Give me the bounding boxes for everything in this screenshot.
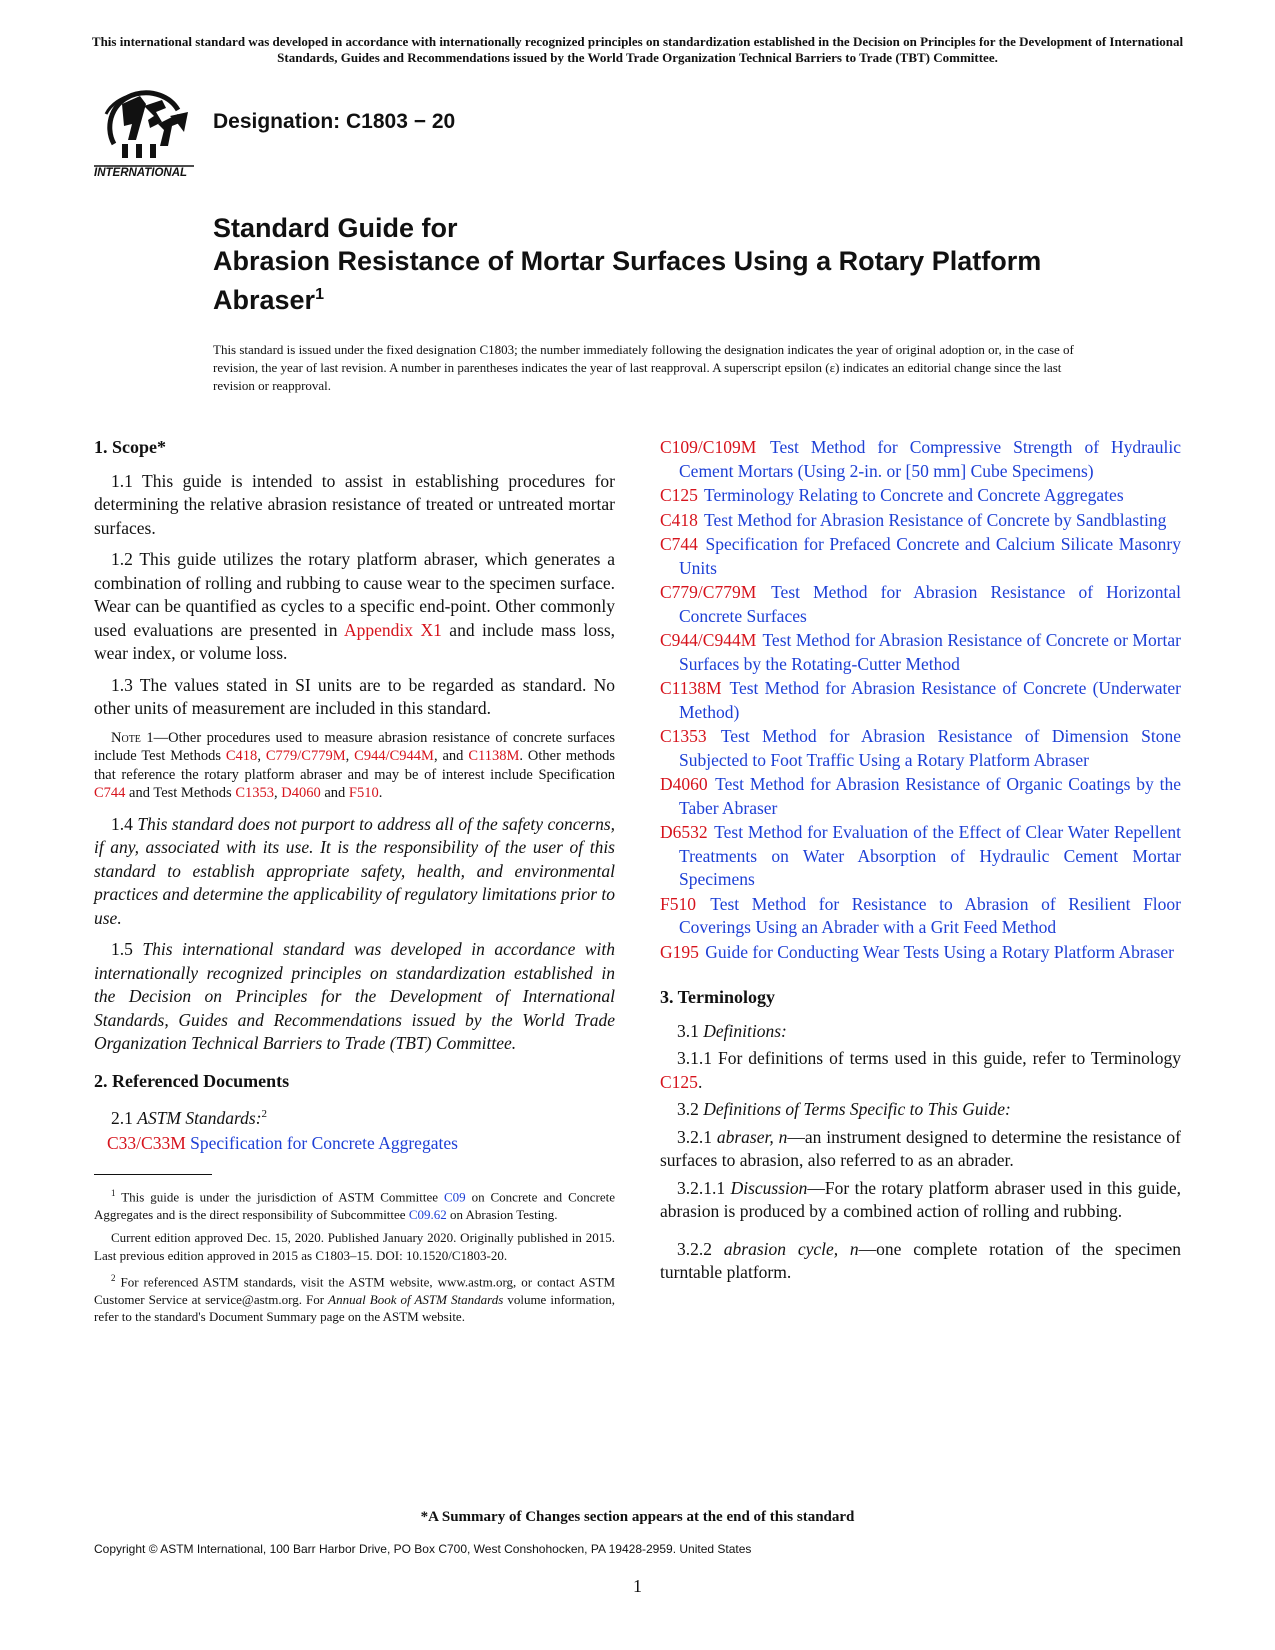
right-column [660, 436, 1181, 1293]
reference-item[interactable] [660, 773, 1181, 820]
para-1-2 [94, 548, 615, 666]
reference-title[interactable]: Test Method for Abrasion Resistance of Concrete by Sandblasting [704, 509, 1167, 530]
para-number: 3.2.2 [677, 1238, 724, 1259]
committee-c09-link[interactable]: C09 [443, 1189, 466, 1205]
reference-code[interactable]: C1353 [660, 726, 707, 746]
definition: —one complete rotation of the specimen turntable platform. [660, 1238, 1181, 1282]
para-number: 1.5 [111, 939, 143, 959]
page-number: 1 [633, 1576, 642, 1596]
para-number: 3.2.1.1 [677, 1177, 731, 1198]
reference-code[interactable]: C744 [660, 534, 698, 554]
reference-title[interactable]: Terminology Relating to Concrete and Concrete Aggregates [704, 485, 1124, 505]
para-number: 3.2.1 [677, 1126, 717, 1147]
reference-item[interactable] [660, 893, 1181, 940]
reference-item[interactable] [660, 484, 1181, 508]
note-text: 1—Other procedures used to measure abrasion resistance of concrete surfaces include Test Methods [94, 729, 615, 764]
reference-item[interactable] [660, 725, 1181, 772]
note-label: Note [111, 729, 141, 746]
footnote-mark: 1 [111, 1187, 116, 1198]
reference-title[interactable]: Specification for Prefaced Concrete and Calcium Silicate Masonry Units [679, 534, 1181, 578]
footnote-edition: Current edition approved Dec. 15, 2020. Published January 2020. Originally published in 2015. Last previous edition approved in 2015 as C1803–15. DOI: 10.1520/C1803-20. [94, 1230, 615, 1263]
reference-title[interactable]: Test Method for Abrasion Resistance of Concrete (Underwater Method) [679, 678, 1181, 722]
para-1-4-text: This standard does not purport to address all of the safety concerns, if any, associated with its use. It is the responsibility of the user of this standard to establish appropriate safety, health, and environmental practices and determine the applicability of regulatory limitations prior to use. [94, 813, 616, 928]
term: Discussion [730, 1177, 808, 1198]
reference-code[interactable]: C1138M [660, 678, 722, 698]
note-link-f510[interactable]: F510 [348, 785, 379, 801]
note-sep: , and [433, 748, 469, 764]
astm-logo [92, 84, 196, 180]
note-link-c1138m[interactable]: C1138M [468, 748, 520, 764]
reference-item[interactable] [660, 581, 1181, 628]
section-scope-heading: 1. Scope* [94, 437, 166, 457]
footnote-text: on Abrasion Testing. [446, 1206, 558, 1222]
issuance-statement: This standard is issued under the fixed designation C1803; the number immediately following the designation indicates the year of original adoption or, in the case of revision, the year of last revision. A number in parentheses indicates the year of last reapproval. A superscript epsilon (ε) indicates an editorial change since the last revision or reapproval. [213, 342, 1074, 393]
note-link-d4060[interactable]: D4060 [281, 785, 321, 801]
terminology-c125-link[interactable]: C125 [660, 1071, 698, 1092]
note-end: . [378, 785, 383, 801]
para-number: 2.1 [111, 1107, 138, 1128]
logo-text: INTERNATIONAL [94, 167, 188, 179]
reference-code[interactable]: G195 [660, 941, 699, 962]
para-1-5 [94, 938, 615, 1056]
term: abraser, n [716, 1126, 788, 1147]
section-referenced-documents-heading: 2. Referenced Documents [94, 1070, 290, 1091]
reference-code[interactable]: D4060 [660, 774, 708, 794]
designation: Designation: C1803 − 20 [213, 110, 456, 133]
reference-list [660, 436, 1181, 964]
para-3-1-1-text: 3.1.1 For definitions of terms used in this guide, refer to Terminology [677, 1048, 1181, 1068]
reference-title[interactable]: Test Method for Evaluation of the Effect of Clear Water Repellent Treatments on Water Absorption of Hydraulic Cement Mortar Specimens [679, 822, 1182, 889]
note-sep: , [273, 785, 282, 801]
reference-code[interactable]: D6532 [660, 822, 708, 842]
footnote-1 [94, 1185, 615, 1223]
para-2-1 [94, 1103, 615, 1130]
footnote-italic: Annual Book of ASTM Standards [328, 1291, 504, 1307]
note-link-c744[interactable]: C744 [94, 785, 126, 801]
para-3-1-text: Definitions: [703, 1020, 787, 1041]
left-column [94, 436, 615, 1332]
reference-item[interactable] [660, 941, 1181, 965]
footnote-text: For referenced ASTM standards, visit the ASTM website, www.astm.org, or contact ASTM Customer Service at service@astm.org. For [94, 1274, 615, 1307]
note-link-c1353[interactable]: C1353 [235, 785, 274, 801]
note-sep: , [257, 748, 266, 764]
reference-title[interactable]: Guide for Conducting Wear Tests Using a Rotary Platform Abraser [705, 941, 1174, 962]
subcommittee-c09-62-link[interactable]: C09.62 [408, 1206, 447, 1222]
note-text: . Other methods that reference the rotary platform abraser and may be of interest include Specification [94, 748, 615, 783]
appendix-x1-link[interactable]: Appendix X1 [344, 619, 442, 640]
reference-title[interactable]: Test Method for Resistance to Abrasion of Resilient Floor Coverings Using an Abrader with a Grit Feed Method [679, 893, 1181, 937]
reference-c33[interactable] [94, 1132, 615, 1156]
title-line-2: Abrasion Resistance of Mortar Surfaces Using a Rotary Platform Abraser [213, 246, 1042, 315]
title-block [213, 212, 1113, 317]
para-1-3: 1.3 The values stated in SI units are to be regarded as standard. No other units of measurement are included in this standard. [94, 674, 615, 718]
reference-code[interactable]: C418 [660, 509, 698, 530]
reference-title[interactable]: Test Method for Abrasion Resistance of Horizontal Concrete Surfaces [679, 582, 1181, 626]
footnote-mark-2: 2 [261, 1108, 268, 1120]
para-1-5-text: This international standard was developed in accordance with internationally recognized principles on standardization established in the Decision on Principles for the Development of International Standards, Guides and Recommendations issued by the World Trade Organization Technical Barriers to Trade (TBT) Committee. [94, 939, 616, 1053]
para-1-4 [94, 813, 615, 931]
section-terminology-heading: 3. Terminology [660, 987, 776, 1007]
para-number: 1.4 [111, 813, 138, 834]
reference-item[interactable] [660, 436, 1181, 483]
footnote-text: on Concrete and Concrete Aggregates and is the direct responsibility of Subcommittee [94, 1189, 615, 1222]
reference-title[interactable]: Test Method for Abrasion Resistance of Concrete or Mortar Surfaces by the Rotating-Cutter Method [679, 630, 1181, 674]
footnote-mark: 2 [111, 1273, 116, 1284]
term: abrasion cycle, n [723, 1238, 859, 1259]
definition: —For the rotary platform abraser used in this guide, abrasion is produced by a combined action of rolling and rubbing. [660, 1177, 1181, 1221]
para-3-2 [660, 1098, 1181, 1122]
para-3-1 [660, 1020, 1181, 1044]
reference-item[interactable] [660, 821, 1181, 892]
footnote-2 [94, 1270, 615, 1326]
title-line-1: Standard Guide for [213, 213, 458, 243]
note-sep: and [320, 785, 349, 801]
reference-code[interactable]: F510 [660, 893, 696, 914]
para-3-1-1 [660, 1047, 1181, 1094]
reference-code[interactable]: C109/C109M [660, 437, 757, 457]
reference-title[interactable]: Test Method for Compressive Strength of Hydraulic Cement Mortars (Using 2-in. or [50 mm] Cube Specimens) [679, 437, 1181, 481]
note-text: and Test Methods [125, 785, 236, 801]
para-number: 3.1 [677, 1020, 704, 1041]
para-2-1-text: ASTM Standards: [137, 1107, 262, 1128]
para-3-2-text: Definitions of Terms Specific to This Guide: [703, 1099, 1011, 1119]
reference-code[interactable]: C125 [660, 485, 698, 505]
reference-title[interactable]: Test Method for Abrasion Resistance of Dimension Stone Subjected to Foot Traffic Using a Rotary Platform Abraser [679, 726, 1181, 770]
footnote-text: volume information, refer to the standard's Document Summary page on the ASTM website. [94, 1291, 616, 1325]
note-link-c418[interactable]: C418 [225, 748, 258, 764]
reference-code[interactable]: C779/C779M [660, 582, 757, 602]
reference-code[interactable]: C944/C944M [660, 630, 757, 650]
reference-item[interactable] [660, 509, 1181, 533]
footnote-text: This guide is under the jurisdiction of ASTM Committee [115, 1189, 444, 1205]
para-1-2-text-end: and include mass loss, wear index, or volume loss. [94, 619, 616, 663]
reference-item[interactable] [660, 629, 1181, 676]
para-1-2-text: 1.2 This guide utilizes the rotary platform abraser, which generates a combination of rolling and rubbing to cause wear to the specimen surface. Wear can be quantified as cycles to a specific end-point. Other commonly used evaluations are presented in [94, 549, 615, 640]
para-3-2-1-1 [660, 1177, 1181, 1224]
note-link-c779[interactable]: C779/C779M [265, 748, 346, 764]
title-main [213, 245, 1113, 317]
note-link-c944[interactable]: C944/C944M [354, 748, 434, 764]
title-footnote-mark: 1 [315, 286, 324, 303]
note-sep: , [345, 748, 355, 764]
para-1-1: 1.1 This guide is intended to assist in establishing procedures for determining the relative abrasion resistance of treated or untreated mortar surfaces. [94, 470, 615, 538]
reference-item[interactable] [660, 533, 1181, 580]
reference-code[interactable]: C33/C33M [107, 1133, 186, 1154]
top-notice: This international standard was developed in accordance with internationally recognized principles on standardization established in the Decision on Principles for the Development of International Standards, Guides and Recommendations issued by the World Trade Organization Technical Barriers to Trade (TBT) Committee. [91, 34, 1184, 65]
reference-title[interactable]: Test Method for Abrasion Resistance of Organic Coatings by the Taber Abraser [679, 774, 1181, 818]
definition: —an instrument designed to determine the resistance of surfaces to abrasion, also referred to as an abrader. [660, 1126, 1182, 1170]
para-end: . [697, 1071, 703, 1092]
footnote-divider [94, 1174, 212, 1175]
copyright: Copyright © ASTM International, 100 Barr Harbor Drive, PO Box C700, West Conshohocken, PA 19428-2959. United States [94, 1542, 752, 1556]
para-number: 3.2 [677, 1099, 704, 1119]
note-1 [94, 729, 615, 803]
para-3-2-1 [660, 1126, 1181, 1173]
reference-item[interactable] [660, 677, 1181, 724]
reference-title[interactable]: Specification for Concrete Aggregates [190, 1133, 458, 1154]
summary-of-changes-note: *A Summary of Changes section appears at the end of this standard [420, 1509, 855, 1525]
para-3-2-2 [660, 1238, 1181, 1285]
